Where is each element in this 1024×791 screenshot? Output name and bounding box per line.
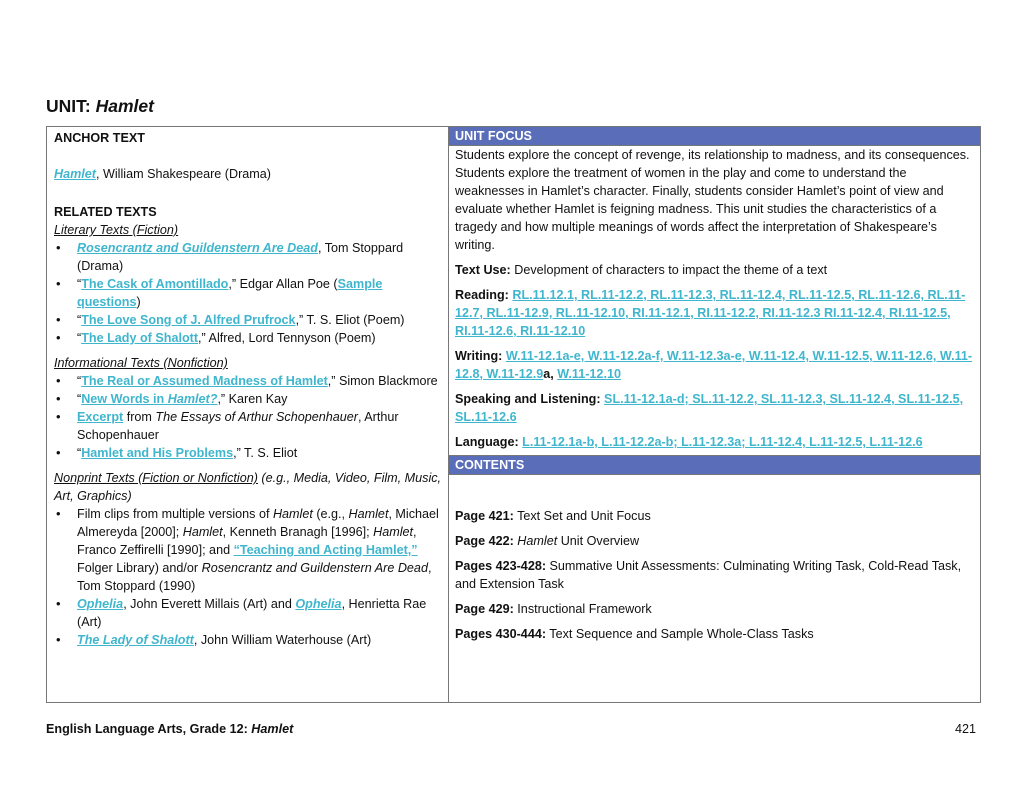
np1-c: (e.g., (312, 507, 349, 521)
quote-mark: “ (77, 374, 82, 388)
contents-label: Pages 423-428: (455, 559, 547, 573)
lit2-mid: ,” Edgar Allan Poe ( (228, 277, 338, 291)
title-prefix: UNIT: (46, 96, 96, 116)
np1-k: Rosencrantz and Guildenstern Are Dead (201, 561, 428, 575)
footer-course (46, 722, 293, 736)
np1-g: , Kenneth Branagh [1996]; (222, 525, 374, 539)
reading-links[interactable]: RL.11.12.1, RL.11-12.2, RL.11-12.3, RL.11-12.4, RL.11-12.5, RL.11-12.6, RL.11-12.7, RL.11-12.9, RL.11-12.10, RI.11-12.1, RI.11-12.2, RI.11-12.3 RI.11-12.4, RI.11-12.5, RI.11-12.6, RI.11-12.10 (455, 288, 966, 338)
lit3-link[interactable]: The Love Song of J. Alfred Prufrock (81, 313, 296, 327)
list-item (54, 329, 442, 347)
info-heading: Informational Texts (Nonfiction) (54, 356, 228, 370)
unit-focus-header: UNIT FOCUS (449, 127, 980, 146)
contents-text: Summative Unit Assessments: Culminating Writing Task, Cold-Read Task, and Extension Task (455, 559, 962, 591)
contents-label: Page 422: (455, 534, 514, 548)
np2-mid: , John Everett Millais (Art) and (123, 597, 296, 611)
contents-item (455, 600, 974, 618)
lit1-rest: , Tom Stoppard (Drama) (77, 241, 404, 273)
text-use (455, 261, 974, 279)
contents-text: Instructional Framework (513, 602, 652, 616)
anchor-link[interactable]: Hamlet (54, 167, 96, 181)
lit4-link[interactable]: The Lady of Shalott (81, 331, 199, 345)
list-item (54, 311, 442, 329)
anchor-text (54, 165, 442, 183)
quote-mark: “ (77, 277, 82, 291)
list-item (54, 275, 442, 311)
info-list (54, 372, 442, 462)
literary-heading: Literary Texts (Fiction) (54, 223, 179, 237)
unit-table (46, 126, 981, 703)
contents-item (455, 532, 974, 550)
inf3-link[interactable]: Excerpt (77, 410, 124, 424)
left-column (47, 127, 449, 702)
np1-b: Hamlet (272, 507, 313, 521)
writing-links-2[interactable]: W.11-12.10 (557, 367, 621, 381)
np2-link[interactable]: Ophelia (77, 597, 124, 611)
writing-mid: a, (543, 367, 558, 381)
footer-work: Hamlet (251, 722, 294, 736)
inf3-rest: , Arthur Schopenhauer (77, 410, 399, 442)
lit4-rest: ,” Alfred, Lord Tennyson (Poem) (198, 331, 376, 345)
speaking-links[interactable]: SL.11-12.1a-d; SL.11-12.2, SL.11-12.3, SL.11-12.4, SL.11-12.5, SL.11-12.6 (455, 392, 964, 424)
nonprint-list (54, 505, 442, 649)
contents-item (455, 507, 974, 525)
inf3-title: The Essays of Arthur Schopenhauer (155, 410, 358, 424)
page-title (46, 96, 154, 117)
list-item (54, 631, 442, 649)
literary-list (54, 239, 442, 347)
unit-focus-section (449, 146, 980, 451)
contents-header: CONTENTS (449, 455, 980, 475)
contents-item (455, 625, 974, 643)
footer-prefix: English Language Arts, Grade 12: (46, 722, 252, 736)
list-item (54, 408, 442, 444)
contents-section (449, 475, 980, 643)
contents-label: Page 429: (455, 602, 514, 616)
anchor-heading: ANCHOR TEXT (54, 131, 145, 145)
np2-link2[interactable]: Ophelia (295, 597, 342, 611)
quote-mark: “ (77, 313, 82, 327)
contents-label: Pages 430-444: (455, 627, 547, 641)
inf2-rest: ,” Karen Kay (217, 392, 288, 406)
page-number: 421 (954, 722, 976, 736)
lit2-end: ) (136, 295, 141, 309)
np1-a: Film clips from multiple versions of (77, 507, 273, 521)
quote-mark: “ (77, 331, 82, 345)
np1-l: , Tom Stoppard (1990) (77, 561, 432, 593)
lit1-link[interactable]: Rosencrantz and Guildenstern Are Dead (77, 241, 318, 255)
inf4-rest: ,” T. S. Eliot (233, 446, 298, 460)
quote-mark: “ (77, 392, 82, 406)
np3-rest: , John William Waterhouse (Art) (193, 633, 372, 647)
contents-label: Page 421: (455, 509, 514, 523)
quote-mark: “ (77, 446, 82, 460)
writing-links[interactable]: W.11-12.1a-e, W.11-12.2a-f, W.11-12.3a-e, W.11-12.4, W.11-12.5, W.11-12.6, W.11-12.8, W.11-12.9 (455, 349, 973, 381)
list-item (54, 444, 442, 462)
writing-label: Writing: (455, 349, 506, 363)
contents-text: Unit Overview (557, 534, 640, 548)
related-heading: RELATED TEXTS (54, 205, 157, 219)
contents-item (455, 557, 974, 593)
right-column (449, 127, 980, 702)
np1-h: Hamlet (373, 525, 414, 539)
lit2-sample-link[interactable]: Sample questions (77, 277, 383, 309)
contents-text: Text Sequence and Sample Whole-Class Tasks (546, 627, 814, 641)
np1-f: Hamlet (182, 525, 223, 539)
speaking-standards (455, 390, 974, 426)
list-item (54, 390, 442, 408)
np1-e: , Michael Almereyda [2000]; (77, 507, 439, 539)
nonprint-heading-text: Nonprint Texts (Fiction or Nonfiction) (54, 471, 258, 485)
np2-rest: , Henrietta Rae (Art) (77, 597, 427, 629)
np1-folger-link[interactable]: “Teaching and Acting Hamlet,” (233, 543, 418, 557)
writing-standards (455, 347, 974, 383)
inf4-link[interactable]: Hamlet and His Problems (81, 446, 234, 460)
list-item (54, 239, 442, 275)
language-label: Language: (455, 435, 523, 449)
text-use-value: Development of characters to impact the theme of a text (510, 263, 828, 277)
list-item (54, 372, 442, 390)
np1-d: Hamlet (348, 507, 389, 521)
list-item (54, 595, 442, 631)
nonprint-paren: (e.g., Media, Video, Film, Music, Art, Graphics) (54, 471, 442, 503)
inf2-link-a: New Words in (81, 392, 168, 406)
anchor-rest: , William Shakespeare (Drama) (96, 167, 271, 181)
inf1-rest: ,” Simon Blackmore (327, 374, 438, 388)
text-use-label: Text Use: (455, 263, 511, 277)
lit3-rest: ,” T. S. Eliot (Poem) (295, 313, 405, 327)
speaking-label: Speaking and Listening: (455, 392, 605, 406)
inf1-link[interactable]: The Real or Assumed Madness of Hamlet (81, 374, 328, 388)
inf2-link[interactable] (81, 392, 217, 406)
focus-text: Students explore the concept of revenge, its relationship to madness, and its consequences. Students explore the treatment of women in the play and come to understand the weaknesses in Hamlet’s character. Finally, students consider Hamlet’s point of view and evaluate whether Hamlet is feigning madness. This unit studies the characteristics of a tragedy and how multiple meanings of words affect the interpretation of Shakespeare’s writing. (455, 148, 970, 252)
language-standards (455, 433, 974, 451)
nonprint-heading (54, 469, 442, 505)
contents-text: Text Set and Unit Focus (513, 509, 651, 523)
language-links[interactable]: L.11-12.1a-b, L.11-12.2a-b; L.11-12.3a; L.11-12.4, L.11-12.5, L.11-12.6 (522, 435, 923, 449)
reading-label: Reading: (455, 288, 513, 302)
np1-i: , Franco Zeffirelli [1990]; and (77, 525, 417, 557)
np1-j: Folger Library) and/or (77, 561, 202, 575)
inf3-mid: from (123, 410, 156, 424)
lit2-link[interactable]: The Cask of Amontillado (81, 277, 229, 291)
reading-standards (455, 286, 974, 340)
contents-work: Hamlet (513, 534, 558, 548)
title-work: Hamlet (95, 96, 154, 116)
np3-link[interactable]: The Lady of Shalott (77, 633, 194, 647)
inf2-link-b: Hamlet? (167, 392, 218, 406)
list-item (54, 505, 442, 595)
